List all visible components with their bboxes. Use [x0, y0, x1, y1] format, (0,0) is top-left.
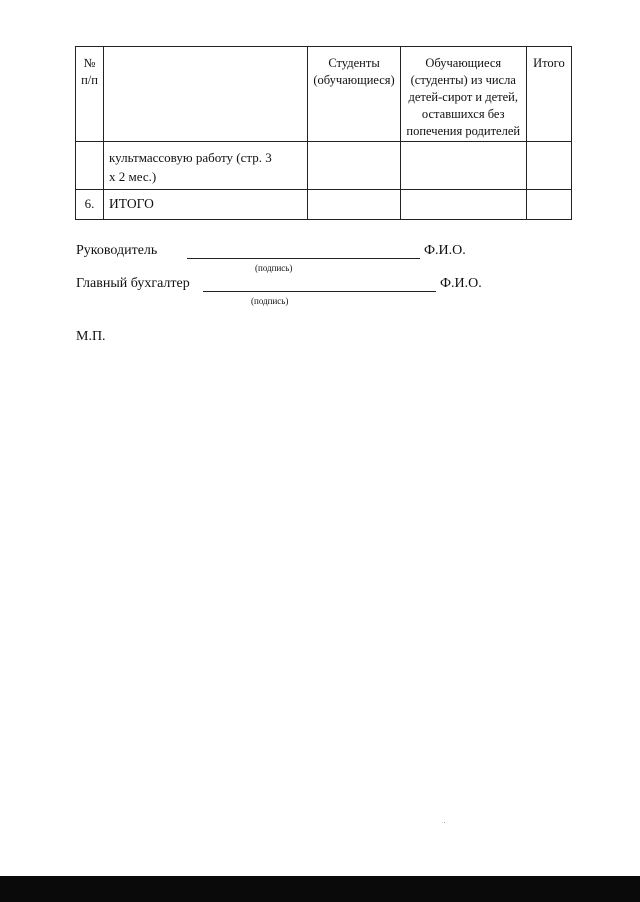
row-total-cell: [526, 142, 571, 190]
cost-table: [75, 46, 572, 220]
header-orphans-cell: [400, 47, 526, 142]
header-name-cell: [104, 47, 308, 142]
table-row: [76, 142, 572, 190]
table-header-row: [76, 47, 572, 142]
header-orphans-line2: (студенты) из числа: [410, 73, 516, 87]
accountant-fio: Ф.И.О.: [440, 276, 482, 291]
header-students-line1: Студенты: [328, 56, 380, 70]
header-name-text: [104, 47, 307, 55]
total-name-cell: [104, 190, 308, 220]
header-students-cell: [308, 47, 400, 142]
total-orphans-cell: [400, 190, 526, 220]
header-orphans-line5: попечения родителей: [406, 124, 521, 138]
header-orphans-line1: Обучающиеся: [425, 56, 502, 70]
head-fio: Ф.И.О.: [424, 243, 466, 258]
stamp-label: М.П.: [76, 329, 106, 344]
row-number: [76, 142, 103, 148]
row-name-line2: х 2 мес.): [109, 169, 157, 184]
row-name-line1: культмассовую работу (стр. 3: [109, 150, 272, 165]
table-row-total: [76, 190, 572, 220]
scan-speck: [444, 822, 445, 823]
row-name-cell: [104, 142, 308, 190]
header-orphans-line3: детей-сирот и детей,: [408, 90, 518, 104]
head-label: Руководитель: [76, 243, 158, 258]
header-total-cell: [526, 47, 571, 142]
accountant-signature-caption: (подпись): [251, 296, 289, 306]
header-number-abbr: п/п: [81, 73, 98, 87]
header-number-cell: [76, 47, 104, 142]
total-number-cell: [76, 190, 104, 220]
scan-bottom-border: [0, 876, 640, 902]
header-number-sign: №: [83, 56, 96, 70]
total-students-cell: [308, 190, 400, 220]
head-signature-line: [187, 258, 420, 259]
total-name: ИТОГО: [109, 196, 154, 211]
total-total-cell: [526, 190, 571, 220]
row-number-cell: [76, 142, 104, 190]
header-students-line2: (обучающиеся): [313, 73, 395, 87]
header-orphans-line4: оставшихся без: [421, 107, 505, 121]
total-number: 6.: [84, 196, 95, 211]
row-students-cell: [308, 142, 400, 190]
header-total-text: Итого: [533, 56, 565, 70]
accountant-label: Главный бухгалтер: [76, 276, 190, 291]
accountant-signature-line: [203, 291, 436, 292]
head-signature-caption: (подпись): [255, 263, 293, 273]
row-orphans-cell: [400, 142, 526, 190]
